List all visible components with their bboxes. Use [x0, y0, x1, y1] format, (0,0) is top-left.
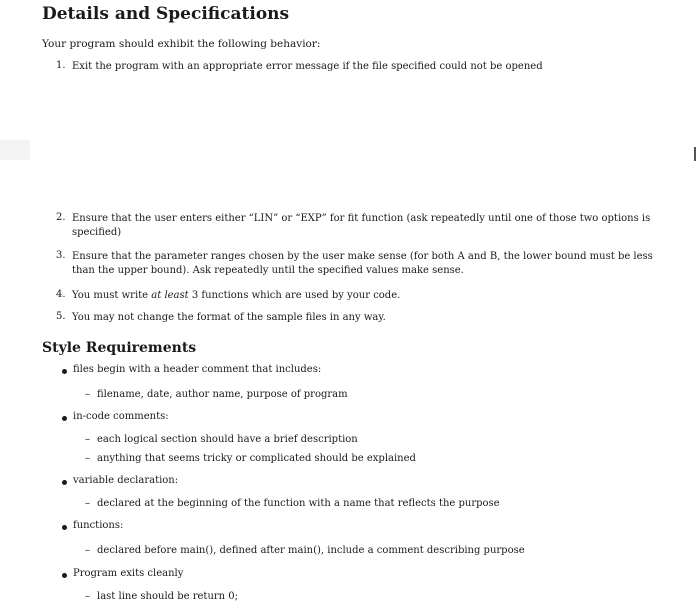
bullet-dot — [62, 573, 67, 578]
bullet-dot — [62, 525, 67, 530]
sub-item-text: last line should be return 0; — [97, 591, 239, 602]
bullet-text: files begin with a header comment that includes: — [73, 364, 322, 375]
bullet-text: variable declaration: — [73, 475, 179, 486]
edge-mark — [694, 147, 696, 161]
sub-item-text: each logical section should have a brief description — [97, 434, 358, 445]
item-text-before: You must write — [72, 290, 152, 301]
dash-mark: – — [85, 389, 90, 400]
intro-text: Your program should exhibit the following behavior: — [42, 38, 321, 50]
item-text — [72, 289, 672, 303]
item-number: 2. — [56, 212, 66, 223]
sub-item-text: declared at the beginning of the function with a name that reflects the purpose — [97, 498, 500, 509]
item-number: 4. — [56, 289, 66, 300]
item-text: You may not change the format of the sample files in any way. — [72, 312, 386, 323]
bullet-dot — [62, 416, 67, 421]
bullet-text: Program exits cleanly — [73, 568, 184, 579]
sub-item-text: filename, date, author name, purpose of program — [97, 389, 348, 400]
sub-item-text: anything that seems tricky or complicated should be explained — [97, 453, 416, 464]
item-text-emphasis: at least — [151, 290, 189, 301]
item-number: 3. — [56, 250, 66, 261]
section-title: Details and Specifications — [42, 4, 290, 24]
sub-item-text: declared before main(), defined after main(), include a comment describing purpose — [97, 545, 525, 556]
bullet-dot — [62, 480, 67, 485]
item-text: Exit the program with an appropriate error message if the file specified could not be opened — [72, 61, 543, 72]
item-text-after: 3 functions which are used by your code. — [188, 290, 401, 301]
item-text: Ensure that the parameter ranges chosen by the user make sense (for both A and B, the lower bound must be less than the upper bound). Ask repeatedly until the specified values make sense. — [72, 251, 653, 276]
dash-mark: – — [85, 434, 90, 445]
item-number: 5. — [56, 311, 66, 322]
item-number: 1. — [56, 60, 66, 71]
dash-mark: – — [85, 498, 90, 509]
bullet-dot — [62, 369, 67, 374]
item-text: Ensure that the user enters either “LIN” or “EXP” for fit function (ask repeatedly until one of those two options is specified) — [72, 213, 651, 238]
scan-artifact — [0, 140, 30, 160]
dash-mark: – — [85, 591, 90, 602]
style-heading: Style Requirements — [42, 340, 197, 356]
bullet-text: in-code comments: — [73, 411, 169, 422]
dash-mark: – — [85, 453, 90, 464]
dash-mark: – — [85, 545, 90, 556]
bullet-text: functions: — [73, 520, 124, 531]
